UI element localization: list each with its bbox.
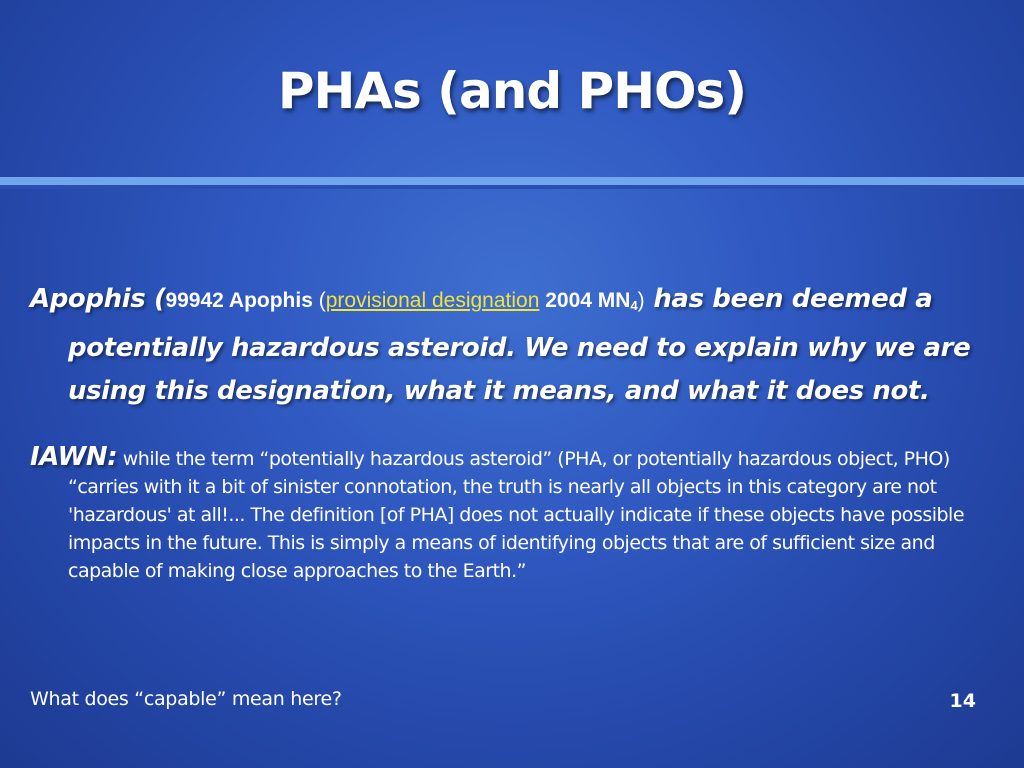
- designation-subscript: 4: [630, 298, 638, 313]
- apophis-lead: Apophis (: [30, 284, 166, 314]
- iawn-lead: IAWN:: [30, 442, 118, 472]
- title-divider: [0, 177, 1024, 185]
- page-number: 14: [949, 690, 976, 712]
- provisional-designation-link[interactable]: provisional designation: [325, 289, 540, 312]
- title-divider-shadow: [0, 185, 1024, 189]
- paren-close: ): [637, 289, 645, 312]
- paren-open: (: [312, 289, 326, 312]
- footer-question: What does “capable” mean here?: [30, 688, 342, 710]
- slide-body: [30, 278, 990, 604]
- iawn-paragraph: [30, 443, 990, 585]
- apophis-paragraph: [30, 278, 990, 413]
- designation-name: 99942 Apophis: [165, 289, 313, 312]
- apophis-rest: has been deemed a potentially hazardous asteroid. We need to explain why we are using this designation, what it means, and what it does not.: [68, 284, 971, 406]
- iawn-text: while the term “potentially hazardous asteroid” (PHA, or potentially hazardous object, PHO) “carries with it a bit of sinister connotation, the truth is nearly all objects in this category are not 'hazardous' at all!... The definition [of PHA] does not actually indicate if these objects have possible impacts in the future. This is simply a means of identifying objects that are of sufficient size and capable of making close approaches to the Earth.”: [68, 448, 965, 582]
- slide-title: PHAs (and PHOs): [277, 62, 747, 120]
- provisional-designation: 2004 MN: [545, 289, 631, 312]
